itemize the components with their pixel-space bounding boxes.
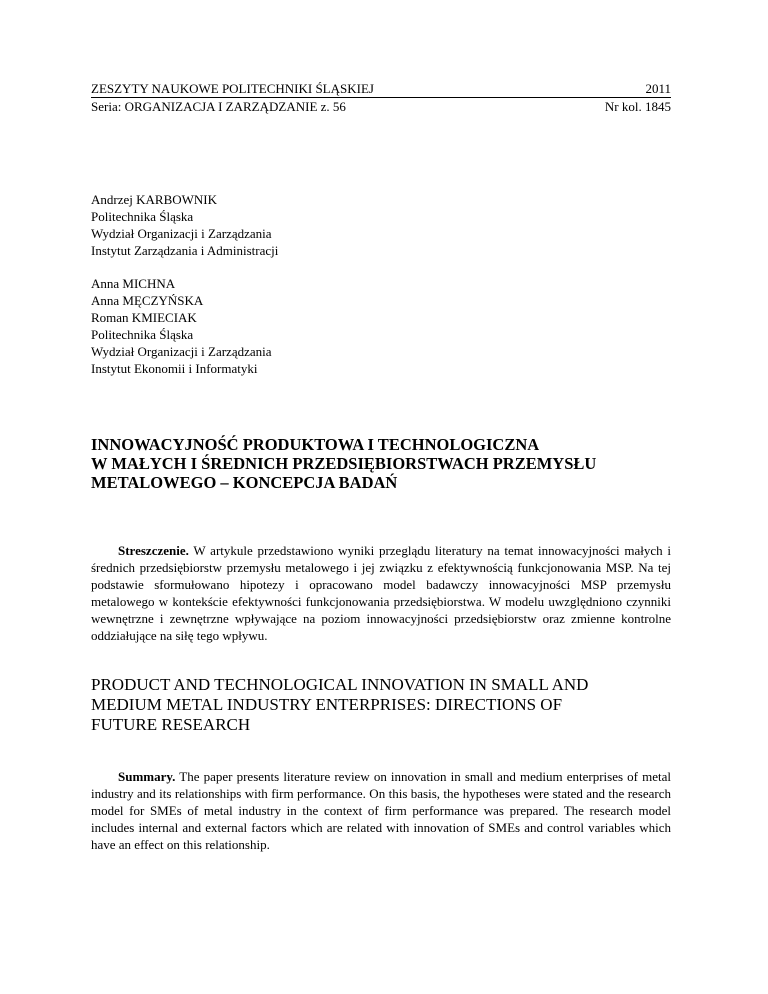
author-block-2: [91, 275, 272, 377]
author-name: Andrzej KARBOWNIK: [91, 192, 218, 207]
paper-title-english: [91, 675, 691, 735]
abstract-label: Streszczenie.: [118, 543, 189, 558]
abstract-paragraph: [91, 768, 671, 853]
abstract-text: The paper presents literature review on innovation in small and medium enterprises of metal industry and its relationships with firm performance. On this basis, the hypotheses were stated and the research model for SMEs of metal industry in the context of firm performance was prepared. The research model includes internal and external factors which are related with innovation of SMEs and control variables which have an effect on this relationship.: [91, 769, 671, 852]
journal-issue: Nr kol. 1845: [604, 99, 671, 114]
author-faculty: Wydział Organizacji i Zarządzania: [91, 344, 272, 359]
author-name: Anna MICHNA: [91, 276, 176, 291]
author-institute: Instytut Ekonomii i Informatyki: [91, 361, 258, 376]
abstract-text: W artykule przedstawiono wyniki przeglądu literatury na temat innowacyjności małych i średnich przedsiębiorstw przemysłu metalowego i jej związku z efektywnością funkcjonowania MSP. Na tej podstawie sformułowano hipotezy i opracowano model badawczy innowacyjności MSP przemysłu metalowego w kontekście efektywności funkcjonowania przedsiębiorstwa. W modelu uwzględniono czynniki wewnętrzne i zewnętrzne wpływające na poziom innowacyjności przedsiębiorstw oraz zmienne kontrolne oddziałujące na siłę tego wpływu.: [91, 543, 671, 643]
journal-header: [91, 80, 671, 115]
journal-year: 2011: [645, 81, 671, 96]
journal-series: Seria: ORGANIZACJA I ZARZĄDZANIE z. 56: [91, 99, 346, 114]
author-name: Anna MĘCZYŃSKA: [91, 293, 204, 308]
author-faculty: Wydział Organizacji i Zarządzania: [91, 226, 272, 241]
title-line: PRODUCT AND TECHNOLOGICAL INNOVATION IN SMALL AND: [91, 675, 589, 694]
author-block-1: [91, 191, 278, 259]
header-row-series: [91, 98, 671, 115]
author-university: Politechnika Śląska: [91, 327, 194, 342]
title-line: W MAŁYCH I ŚREDNICH PRZEDSIĘBIORSTWACH PRZEMYSŁU: [91, 454, 597, 473]
title-line: FUTURE RESEARCH: [91, 715, 251, 734]
abstract-label: Summary.: [118, 769, 176, 784]
abstract-paragraph: [91, 542, 671, 644]
title-line: MEDIUM METAL INDUSTRY ENTERPRISES: DIRECTIONS OF: [91, 695, 563, 714]
title-line: METALOWEGO – KONCEPCJA BADAŃ: [91, 473, 398, 492]
author-institute: Instytut Zarządzania i Administracji: [91, 243, 279, 258]
author-university: Politechnika Śląska: [91, 209, 194, 224]
author-name: Roman KMIECIAK: [91, 310, 197, 325]
header-row-journal: [91, 80, 671, 98]
paper-title-polish: [91, 435, 691, 492]
abstract-english: [91, 768, 671, 853]
journal-name: ZESZYTY NAUKOWE POLITECHNIKI ŚLĄSKIEJ: [91, 81, 374, 96]
abstract-polish: [91, 542, 671, 644]
title-line: INNOWACYJNOŚĆ PRODUKTOWA I TECHNOLOGICZNA: [91, 435, 540, 454]
